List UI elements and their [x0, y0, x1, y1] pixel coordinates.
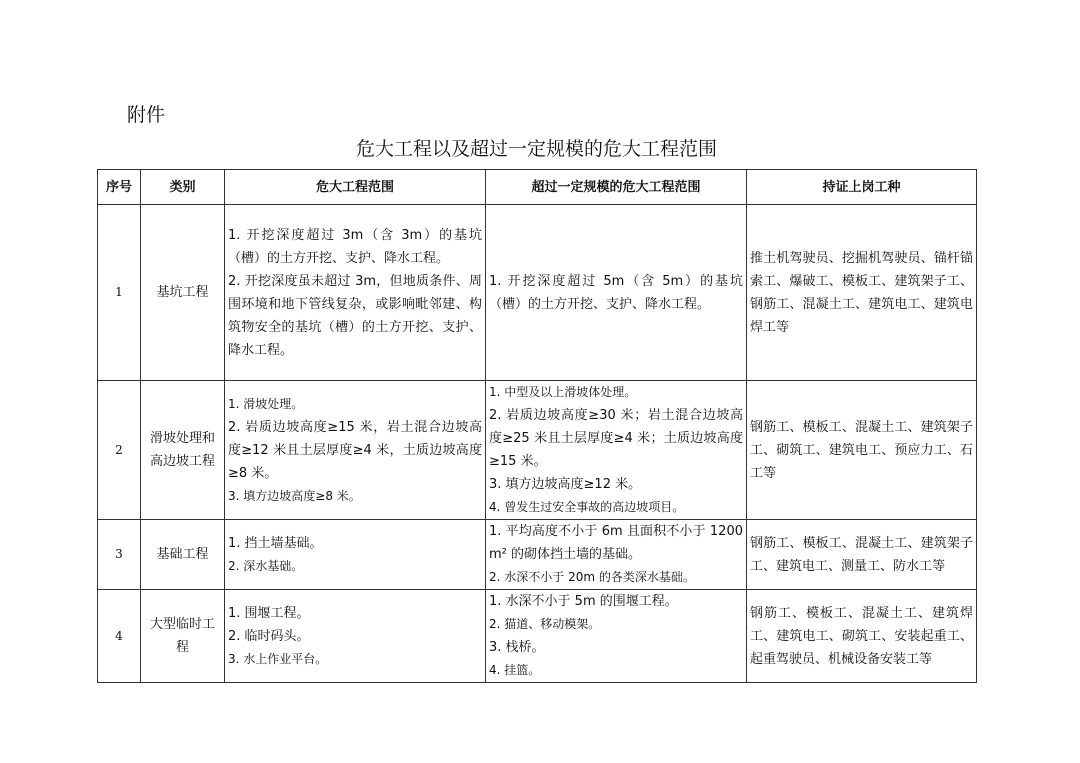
header-category: 类别 — [141, 170, 225, 205]
over-scope-item: 4. 曾发生过安全事故的高边坡项目。 — [489, 500, 685, 514]
over-scope-item: 1. 平均高度不小于 6m 且面积不小于 1200m² 的砌体挡土墙的基础。 — [489, 524, 743, 562]
row-workers: 推土机驾驶员、挖掘机驾驶员、锚杆锚索工、爆破工、模板工、建筑架子工、钢筋工、混凝土工、建筑电工、建筑电焊工等 — [747, 205, 977, 381]
table-row — [98, 520, 977, 590]
row-scope — [225, 590, 486, 683]
row-no: 1 — [98, 205, 141, 381]
page-title: 危大工程以及超过一定规模的危大工程范围 — [355, 138, 717, 160]
row-no: 3 — [98, 520, 141, 590]
attachment-label: 附件 — [127, 104, 166, 126]
table-row — [98, 381, 977, 520]
over-scope-item: 2. 水深不小于 20m 的各类深水基础。 — [489, 570, 695, 584]
header-no: 序号 — [98, 170, 141, 205]
header-workers: 持证上岗工种 — [747, 170, 977, 205]
row-category: 滑坡处理和高边坡工程 — [141, 381, 225, 520]
row-category: 大型临时工程 — [141, 590, 225, 683]
over-scope-item: 1. 水深不小于 5m 的围堰工程。 — [489, 594, 678, 609]
row-no: 2 — [98, 381, 141, 520]
over-scope-item: 2. 猫道、移动模架。 — [489, 617, 601, 631]
over-scope-item: 3. 填方边坡高度≥12 米。 — [489, 477, 642, 492]
row-over-scope — [486, 520, 747, 590]
row-workers: 钢筋工、模板工、混凝土工、建筑架子工、建筑电工、测量工、防水工等 — [747, 520, 977, 590]
row-over-scope — [486, 205, 747, 381]
row-scope — [225, 520, 486, 590]
hazard-scope-table — [97, 169, 977, 683]
scope-item: 2. 岩质边坡高度≥15 米，岩土混合边坡高度≥12 米且土层厚度≥4 米，土质边坡高度≥8 米。 — [228, 419, 482, 481]
scope-item: 1. 滑坡处理。 — [228, 396, 304, 411]
table-header-row — [98, 170, 977, 205]
over-scope-item: 2. 岩质边坡高度≥30 米；岩土混合边坡高度≥25 米且土层厚度≥4 米；土质边坡高度≥15 米。 — [489, 408, 743, 469]
table-row — [98, 590, 977, 683]
row-workers: 钢筋工、模板工、混凝土工、建筑架子工、砌筑工、建筑电工、预应力工、石工等 — [747, 381, 977, 520]
header-over-scope: 超过一定规模的危大工程范围 — [486, 170, 747, 205]
row-category: 基础工程 — [141, 520, 225, 590]
over-scope-item: 1. 中型及以上滑坡体处理。 — [489, 385, 637, 399]
row-scope — [225, 381, 486, 520]
scope-item: 2. 开挖深度虽未超过 3m，但地质条件、周围环境和地下管线复杂，或影响毗邻建、构筑物安全的基坑（槽）的土方开挖、支护、降水工程。 — [228, 273, 482, 358]
scope-item: 3. 水上作业平台。 — [228, 651, 328, 666]
row-no: 4 — [98, 590, 141, 683]
row-category: 基坑工程 — [141, 205, 225, 381]
scope-item: 1. 围堰工程。 — [228, 605, 310, 621]
scope-item: 3. 填方边坡高度≥8 米。 — [228, 488, 361, 503]
scope-item: 1. 挡土墙基础。 — [228, 535, 323, 551]
table-row — [98, 205, 977, 381]
row-over-scope — [486, 590, 747, 683]
scope-item: 2. 深水基础。 — [228, 558, 304, 573]
over-scope-item: 3. 栈桥。 — [489, 640, 545, 655]
over-scope-item: 4. 挂篮。 — [489, 663, 541, 677]
row-workers: 钢筋工、模板工、混凝土工、建筑焊工、建筑电工、砌筑工、安装起重工、起重驾驶员、机械设备安装工等 — [747, 590, 977, 683]
scope-item: 2. 临时码头。 — [228, 628, 310, 644]
row-over-scope — [486, 381, 747, 520]
over-scope-item: 1. 开挖深度超过 5m（含 5m）的基坑（槽）的土方开挖、支护、降水工程。 — [489, 273, 743, 312]
row-scope — [225, 205, 486, 381]
scope-item: 1. 开挖深度超过 3m（含 3m）的基坑（槽）的土方开挖、支护、降水工程。 — [228, 227, 482, 266]
header-scope: 危大工程范围 — [225, 170, 486, 205]
